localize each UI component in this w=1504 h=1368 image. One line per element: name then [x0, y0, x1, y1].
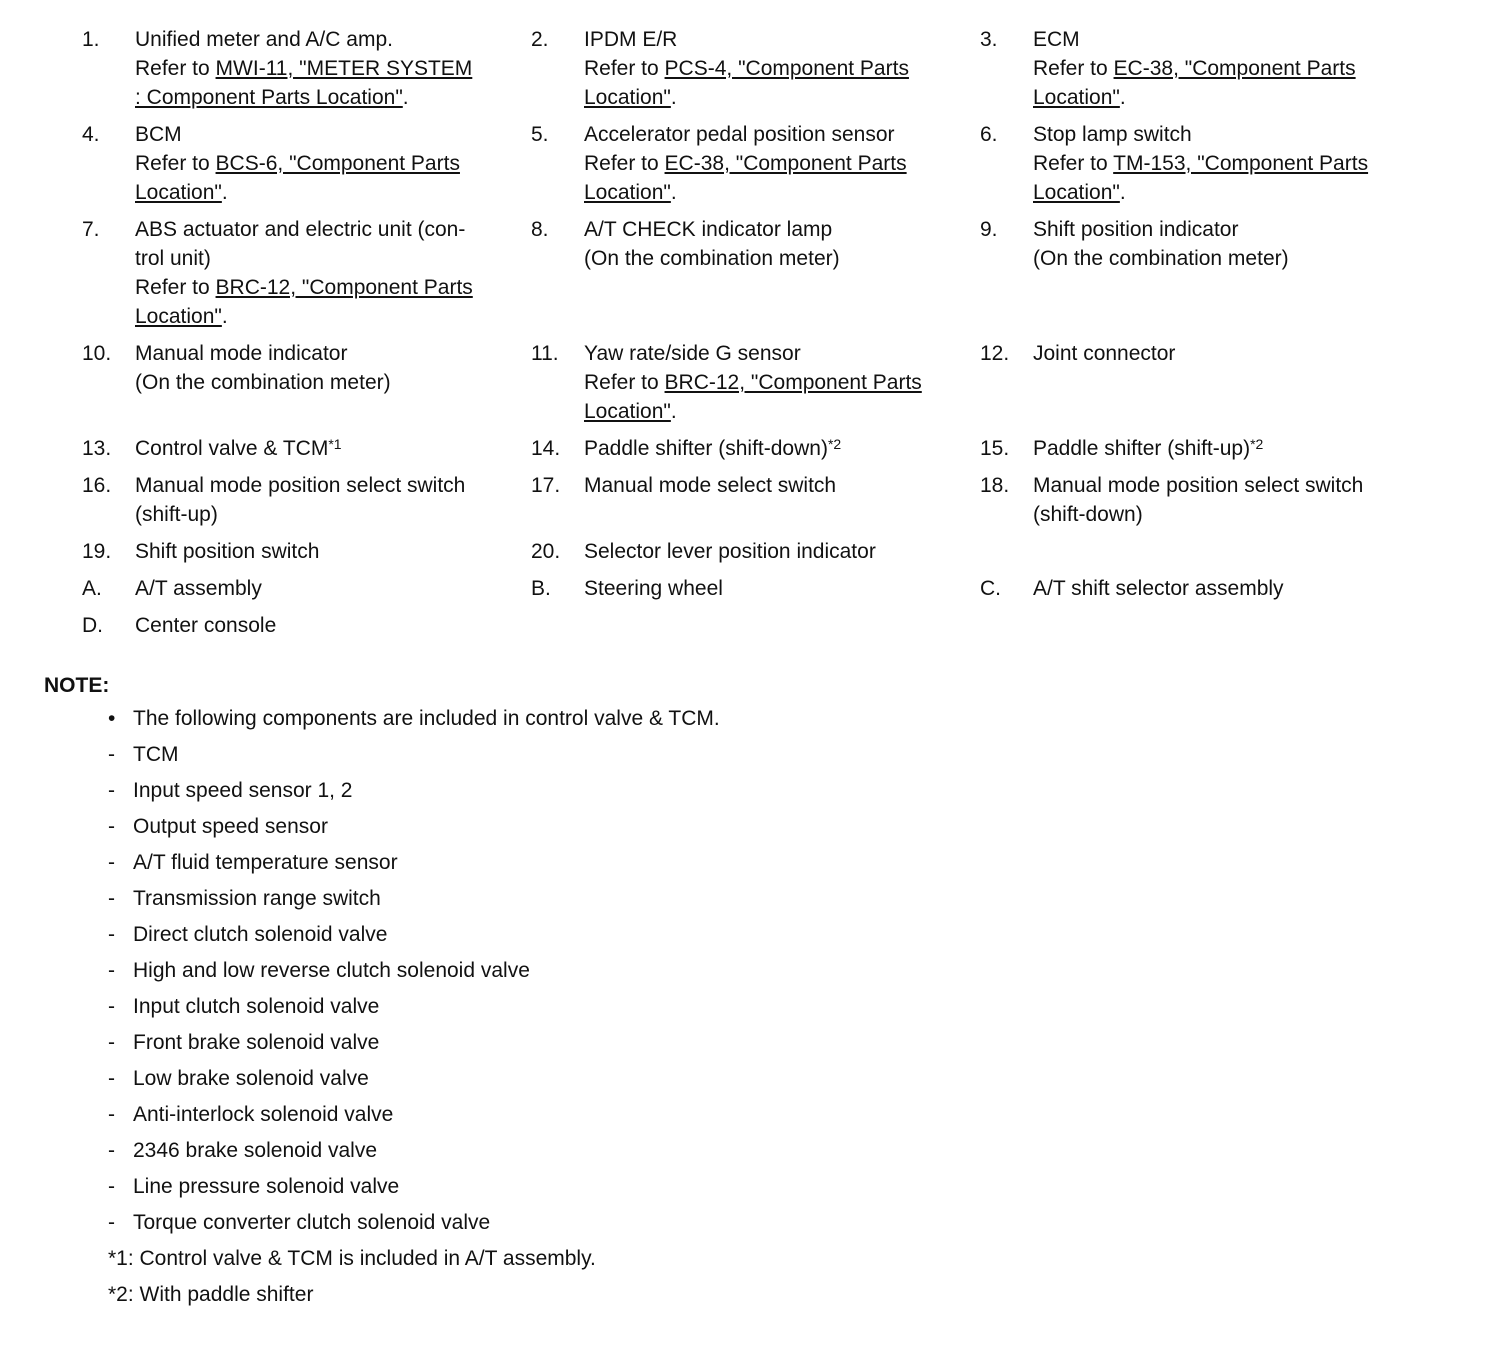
item-name: Manual mode select switch [584, 474, 837, 497]
note-text: Low brake solenoid valve [133, 1067, 369, 1090]
component-item [980, 471, 1429, 529]
item-subtitle: (shift-up) [135, 503, 218, 526]
item-content [1033, 215, 1417, 273]
reference-line [1033, 54, 1417, 83]
item-name: A/T CHECK indicator lamp [584, 218, 833, 241]
item-name-line [584, 25, 968, 54]
item-subtitle: (shift-down) [1033, 503, 1143, 526]
component-list [82, 25, 1442, 648]
item-number: 11. [531, 342, 559, 365]
item-name: Control valve & TCM [135, 437, 329, 460]
item-subtitle: (On the combination meter) [135, 371, 391, 394]
item-name-line [135, 574, 519, 603]
item-name-line [1033, 471, 1417, 500]
item-number: 6. [980, 123, 998, 146]
reference-link[interactable]: EC-38, "Component Parts [1113, 57, 1356, 80]
component-row [82, 339, 1442, 426]
item-number: 2. [531, 28, 549, 51]
note-title: NOTE: [44, 674, 110, 697]
list-marker: - [108, 779, 115, 802]
item-content [135, 120, 519, 207]
component-row [82, 215, 1442, 331]
list-marker: - [108, 959, 115, 982]
reference-link[interactable]: PCS-4, "Component Parts [664, 57, 909, 80]
item-name: ABS actuator and electric unit (con- [135, 218, 466, 241]
item-number: A. [82, 577, 102, 600]
item-number: 12. [980, 342, 1010, 365]
item-content [584, 537, 968, 566]
list-marker: - [108, 995, 115, 1018]
item-name-line [1033, 215, 1417, 244]
component-item [531, 120, 980, 207]
note-component-item [108, 1208, 1008, 1244]
item-name: Manual mode indicator [135, 342, 348, 365]
item-name-line [135, 537, 519, 566]
reference-link[interactable]: Location" [1033, 86, 1120, 109]
reference-line [584, 149, 968, 178]
item-content [135, 574, 519, 603]
item-number: 3. [980, 28, 998, 51]
item-name-line [135, 120, 519, 149]
item-content [135, 434, 519, 463]
note-text: TCM [133, 743, 179, 766]
note-component-item [108, 740, 1008, 776]
component-item [531, 537, 980, 566]
note-list [108, 704, 1008, 1316]
component-item [980, 120, 1429, 207]
item-content [135, 25, 519, 112]
component-item [980, 434, 1429, 463]
item-content [1033, 471, 1417, 529]
item-number: 18. [980, 474, 1010, 497]
component-row [82, 434, 1442, 463]
footnote-marker: *2 [827, 436, 842, 452]
reference-line: : Component Parts Location". [135, 86, 409, 109]
item-number: 5. [531, 123, 549, 146]
item-name-line [584, 537, 968, 566]
item-number: 7. [82, 218, 100, 241]
note-component-item [108, 920, 1008, 956]
component-row [82, 120, 1442, 207]
item-name: Yaw rate/side G sensor [584, 342, 801, 365]
note-bullet-item [108, 704, 1008, 740]
component-item [980, 339, 1429, 368]
reference-link[interactable]: MWI-11, "METER SYSTEM [215, 57, 473, 80]
note-text: Input speed sensor 1, 2 [133, 779, 353, 802]
item-name: Joint connector [1033, 342, 1176, 365]
item-name: Stop lamp switch [1033, 123, 1192, 146]
note-text: Front brake solenoid valve [133, 1031, 380, 1054]
list-marker: - [108, 743, 115, 766]
component-item [82, 339, 531, 397]
note-component-item [108, 848, 1008, 884]
component-row [82, 574, 1442, 603]
component-item [82, 120, 531, 207]
reference-link[interactable]: Location" [584, 181, 671, 204]
refer-to-label: Refer to [135, 152, 210, 175]
item-name-line [584, 574, 968, 603]
reference-line: Location". [584, 181, 677, 204]
reference-line: Location". [135, 181, 228, 204]
item-name-line [584, 471, 968, 500]
reference-link[interactable]: Location" [1033, 181, 1120, 204]
item-content [584, 434, 968, 463]
component-item [980, 574, 1429, 603]
reference-line [135, 149, 519, 178]
reference-link[interactable]: BRC-12, "Component Parts [664, 371, 922, 394]
item-content [135, 471, 519, 529]
item-number: 20. [531, 540, 561, 563]
note-component-item [108, 1064, 1008, 1100]
footnote: *2: With paddle shifter [108, 1283, 314, 1306]
reference-link[interactable]: BCS-6, "Component Parts [215, 152, 460, 175]
note-component-item [108, 1136, 1008, 1172]
item-number: D. [82, 614, 103, 637]
item-content [1033, 25, 1417, 112]
item-name-line [1033, 120, 1417, 149]
item-subtitle: (On the combination meter) [1033, 247, 1289, 270]
reference-line [1033, 149, 1417, 178]
item-subtitle: (On the combination meter) [584, 247, 840, 270]
item-name: Unified meter and A/C amp. [135, 28, 393, 51]
item-name-line [135, 471, 519, 500]
note-text: The following components are included in control valve & TCM. [133, 707, 720, 730]
item-number: 17. [531, 474, 561, 497]
reference-line [584, 54, 968, 83]
list-marker: • [108, 707, 116, 730]
refer-to-label: Refer to [584, 152, 659, 175]
note-text: Transmission range switch [133, 887, 381, 910]
note-text: Line pressure solenoid valve [133, 1175, 400, 1198]
item-name: Manual mode position select switch [135, 474, 466, 497]
item-number: 15. [980, 437, 1010, 460]
footnote: *1: Control valve & TCM is included in A/T assembly. [108, 1247, 596, 1270]
item-content [584, 574, 968, 603]
item-content [584, 215, 968, 273]
reference-line [584, 368, 968, 397]
item-name: Center console [135, 614, 277, 637]
item-content [135, 611, 519, 640]
item-name-line [1033, 434, 1417, 463]
component-row [82, 537, 1442, 566]
component-item [980, 25, 1429, 112]
item-content [1033, 339, 1417, 368]
list-marker: - [108, 851, 115, 874]
item-name: Steering wheel [584, 577, 723, 600]
item-name: A/T assembly [135, 577, 262, 600]
component-item [980, 215, 1429, 273]
item-name: Shift position switch [135, 540, 320, 563]
item-name-line [135, 339, 519, 368]
refer-to-label: Refer to [584, 57, 659, 80]
item-name-line [135, 434, 519, 463]
item-name: Paddle shifter (shift-down) [584, 437, 828, 460]
item-name-line [1033, 25, 1417, 54]
item-name-line [584, 339, 968, 368]
note-component-item [108, 1172, 1008, 1208]
component-item [82, 25, 531, 112]
component-item [82, 215, 531, 331]
item-number: 8. [531, 218, 549, 241]
item-number: 10. [82, 342, 112, 365]
list-marker: - [108, 1067, 115, 1090]
item-number: 1. [82, 28, 100, 51]
note-component-item [108, 956, 1008, 992]
item-content [584, 25, 968, 112]
reference-line [135, 54, 519, 83]
reference-link[interactable]: Location" [584, 86, 671, 109]
item-name-line [135, 611, 519, 640]
item-name: Shift position indicator [1033, 218, 1239, 241]
reference-link[interactable]: Location" [135, 181, 222, 204]
reference-link[interactable]: EC-38, "Component Parts [664, 152, 907, 175]
note-text: A/T fluid temperature sensor [133, 851, 398, 874]
reference-line: Location". [1033, 181, 1126, 204]
component-item [82, 574, 531, 603]
item-content [135, 339, 519, 397]
footnote-marker: *2 [1250, 436, 1264, 452]
list-marker: - [108, 887, 115, 910]
item-content [1033, 120, 1417, 207]
component-row [82, 471, 1442, 529]
component-item [531, 339, 980, 426]
refer-to-label: Refer to [1033, 152, 1108, 175]
item-content [1033, 574, 1417, 603]
item-number: 14. [531, 437, 561, 460]
component-item [531, 434, 980, 463]
note-text: Input clutch solenoid valve [133, 995, 380, 1018]
reference-line [135, 273, 519, 302]
item-number: 13. [82, 437, 112, 460]
item-number: C. [980, 577, 1001, 600]
note-text: Direct clutch solenoid valve [133, 923, 388, 946]
component-item [531, 215, 980, 273]
item-name: ECM [1033, 28, 1080, 51]
item-name: Selector lever position indicator [584, 540, 876, 563]
item-number: 9. [980, 218, 998, 241]
item-name-line [135, 215, 519, 244]
list-marker: - [108, 1211, 115, 1234]
item-content [1033, 434, 1417, 463]
note-text: Output speed sensor [133, 815, 328, 838]
item-number: 19. [82, 540, 112, 563]
note-text: 2346 brake solenoid valve [133, 1139, 378, 1162]
note-text: High and low reverse clutch solenoid valve [133, 959, 530, 982]
note-component-item [108, 992, 1008, 1028]
item-name-continued: trol unit) [135, 247, 211, 270]
reference-line: Location". [584, 86, 677, 109]
note-component-item [108, 776, 1008, 812]
refer-to-label: Refer to [584, 371, 659, 394]
item-name-line [1033, 339, 1417, 368]
refer-to-label: Refer to [135, 276, 210, 299]
refer-to-label: Refer to [1033, 57, 1108, 80]
component-item [531, 574, 980, 603]
component-item [82, 537, 531, 566]
list-marker: - [108, 923, 115, 946]
item-number: 16. [82, 474, 112, 497]
reference-link[interactable]: : Component Parts Location" [135, 86, 403, 109]
list-marker: - [108, 1139, 115, 1162]
note-component-item [108, 1100, 1008, 1136]
item-name: BCM [135, 123, 182, 146]
item-name: IPDM E/R [584, 28, 678, 51]
item-content [135, 537, 519, 566]
reference-link[interactable]: Location" [584, 400, 671, 423]
reference-line: Location". [1033, 86, 1126, 109]
item-name-line [135, 25, 519, 54]
component-item [82, 434, 531, 463]
item-content [135, 215, 519, 331]
component-row [82, 611, 1442, 640]
reference-link[interactable]: BRC-12, "Component Parts [215, 276, 473, 299]
list-marker: - [108, 1103, 115, 1126]
item-name-line [584, 434, 968, 463]
footnote-marker: *1 [328, 436, 342, 452]
component-row [82, 25, 1442, 112]
component-item [82, 611, 531, 640]
reference-link[interactable]: Location" [135, 305, 222, 328]
item-name: Manual mode position select switch [1033, 474, 1364, 497]
refer-to-label: Refer to [135, 57, 210, 80]
item-name-line [584, 215, 968, 244]
item-name: Paddle shifter (shift-up) [1033, 437, 1251, 460]
item-content [584, 120, 968, 207]
note-component-item [108, 1028, 1008, 1064]
component-item [82, 471, 531, 529]
note-text: Torque converter clutch solenoid valve [133, 1211, 491, 1234]
component-item [531, 25, 980, 112]
note-text: Anti-interlock solenoid valve [133, 1103, 394, 1126]
item-number: 4. [82, 123, 100, 146]
item-content [584, 471, 968, 500]
list-marker: - [108, 1031, 115, 1054]
item-name: Accelerator pedal position sensor [584, 123, 895, 146]
item-number: B. [531, 577, 551, 600]
note-component-item [108, 884, 1008, 920]
component-item [531, 471, 980, 500]
item-name: A/T shift selector assembly [1033, 577, 1284, 600]
item-name-line [584, 120, 968, 149]
list-marker: - [108, 1175, 115, 1198]
item-name-line [1033, 574, 1417, 603]
item-content [584, 339, 968, 426]
reference-line: Location". [584, 400, 677, 423]
reference-link[interactable]: TM-153, "Component Parts [1113, 152, 1369, 175]
list-marker: - [108, 815, 115, 838]
reference-line: Location". [135, 305, 228, 328]
note-component-item [108, 812, 1008, 848]
